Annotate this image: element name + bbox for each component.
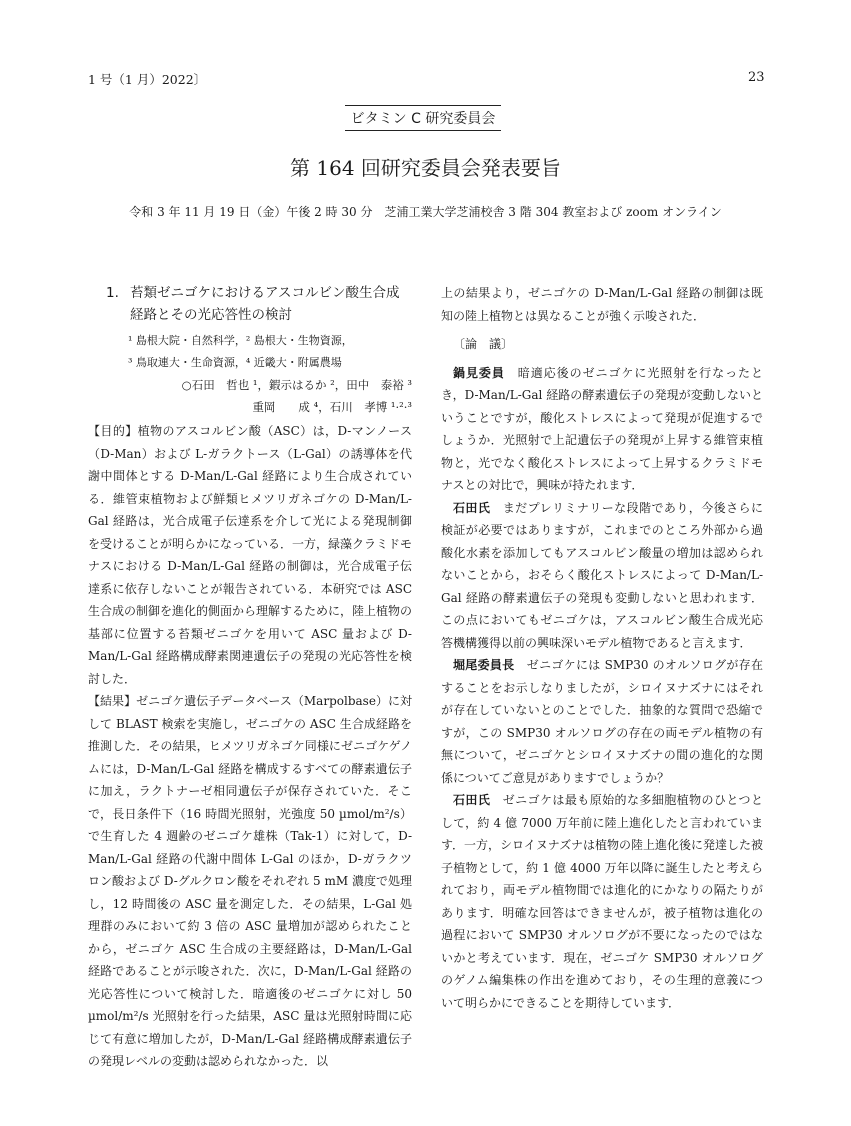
speaker-text: まだプレリミナリーな段階であり，今後さらに検証が必要ではありますが，これまでのところ外部から過酸化水素を添加してもアスコルビン酸量の増加は認められないことから，おそらく酸化ストレスによって D-Man/L-Gal 経路の酵素遺伝子の発現も変動しないと思われます．この点においてもゼニゴケは，アスコルビン酸生合成光応答機構獲得以前の興味深いモデル植物であると言えます． <box>441 500 763 650</box>
authors-line: ○石田 哲也 ¹，鍜示はるか ²，田中 泰裕 ³ <box>181 378 412 392</box>
meeting-info: 令和 3 年 11 月 19 日（金）午後 2 時 30 分 芝浦工業大学芝浦校舎 3 階 304 教室および zoom オンライン <box>129 205 722 219</box>
discussion-heading: 〔論 議〕 <box>453 337 514 351</box>
authors-line: 重岡 成 ⁴，石川 孝博 ¹·²·³ <box>252 400 412 414</box>
affiliation-line: ³ 鳥取連大・生命資源，⁴ 近畿大・附属農場 <box>128 356 342 369</box>
main-title: 第 164 回研究委員会発表要旨 <box>290 156 561 180</box>
speaker-text: ゼニゴケには SMP30 のオルソログが存在することをお示しなりましたが，シロイヌナズナにはそれが存在していないとのことでした．抽象的な質問で恐縮ですが，この SMP30 オルソログの存在の両モデル植物の有無について，ゼニゴケとシロイヌナズナの間の進化的な関係についてご意見がありますでしょうか？ <box>441 658 763 785</box>
section-heading: ビタミン C 研究委員会 <box>345 105 501 131</box>
discussion-turn <box>441 497 763 655</box>
affiliation-line: ¹ 島根大院・自然科学，² 島根大・生物資源， <box>128 334 353 347</box>
purpose-paragraph: 【目的】植物のアスコルビン酸（ASC）は，D-マンノース（D-Man）および L-ガラクトース（L-Gal）の誘導体を代謝中間体とする D-Man/L-Gal 経路により生合成されている．維管束植物および鮮類ヒメツリガネゴケの D-Man/L-Gal 経路は，光合成電子伝達系を介して光による発現制御を受けることが明らかになっている．一方，緑藻クラミドモナスにおける D-Man/L-Gal 経路の制御は，光合成電子伝達系に依存しないことが報告されている．本研究では ASC 生合成の制御を進化的側面から理解するために，陸上植物の基部に位置する苔類ゼニゴケを用いて ASC 量および D-Man/L-Gal 経路構成酵素関連遺伝子の発現の光応答性を検討した． <box>88 424 413 686</box>
discussion-turn <box>441 362 763 497</box>
speaker-name: 堀尾委員長 <box>453 658 515 672</box>
left-column <box>88 282 412 1073</box>
journal-issue: 1 号（1 月）2022〕 <box>88 72 207 87</box>
paper-title-text: 苔類ゼニゴケにおけるアスコルビン酸生合成経路とその光応答性の検討 <box>130 285 400 323</box>
paper-number: 1. <box>106 285 119 301</box>
paper-title <box>106 282 412 326</box>
right-column <box>441 282 763 1014</box>
results-continued: 上の結果より，ゼニゴケの D-Man/L-Gal 経路の制御は既知の陸上植物とは異なることが強く示唆された． <box>441 286 763 323</box>
results-paragraph: 【結果】ゼニゴケ遺伝子データベース（Marpolbase）に対して BLAST 検索を実施し，ゼニゴケの ASC 生合成経路を推測した．その結果，ヒメツリガネゴケ同様にゼニゴケゲノムには，D-Man/L-Gal 経路を構成するすべての酵素遺伝子に加え，ラクトナーゼ相同遺伝子が保存されていた．そこで，長日条件下（16 時間光照射，光強度 50 µmol/m²/s）で生育した 4 週齢のゼニゴケ雄株（Tak-1）に対して，D-Man/L-Gal 経路の代謝中間体 L-Gal のほか，D-ガラクツロン酸および D-グルクロン酸をそれぞれ 5 mM 濃度で処理し，12 時間後の ASC 量を測定した．その結果，L-Gal 処理群のみにおいて約 3 倍の ASC 量増加が認められたことから，ゼニゴケ ASC 生合成の主要経路は，D-Man/L-Gal 経路であることが示唆された．次に，D-Man/L-Gal 経路の光応答性について検討した．暗適後のゼニゴケに対し 50 µmol/m²/s 光照射を行った結果，ASC 量は光照射時間に応じて有意に増加したが，D-Man/L-Gal 経路構成酵素遺伝子の発現レベルの変動は認められなかった．以 <box>88 694 412 1068</box>
discussion-turn <box>441 789 763 1014</box>
speaker-text: ゼニゴケは最も原始的な多細胞植物のひとつとして，約 4 億 7000 万年前に陸上進化したと言われています．一方，シロイヌナズナは植物の陸上進化後に発達した被子植物として，約 1 億 4000 万年以降に誕生したと考えられており，両モデル植物間では進化的にかなりの隔たりがあります．明確な回答はできませんが，被子植物は進化の過程において SMP30 オルソログが不要になったのではないかと考えています．現在，ゼニゴケ SMP30 オルソログのゲノム編集株の作出を進めており，その生理的意義について明らかにできることを期待しています． <box>441 793 763 1010</box>
speaker-text: 暗適応後のゼニゴケに光照射を行なったとき，D-Man/L-Gal 経路の酵素遺伝子の発現が変動しないということですが，酸化ストレスによって発現が促進するでしょうか．光照射で上記遺伝子の発現が上昇する維管束植物と，光でなく酸化ストレスによって上昇するクラミドモナスとの対比で，興味が持たれます． <box>441 365 763 492</box>
speaker-name: 鍋見委員 <box>453 365 505 380</box>
page-number: 23 <box>748 70 765 85</box>
speaker-name: 石田氏 <box>453 793 491 807</box>
speaker-name: 石田氏 <box>453 500 491 515</box>
discussion-turn <box>441 654 763 789</box>
